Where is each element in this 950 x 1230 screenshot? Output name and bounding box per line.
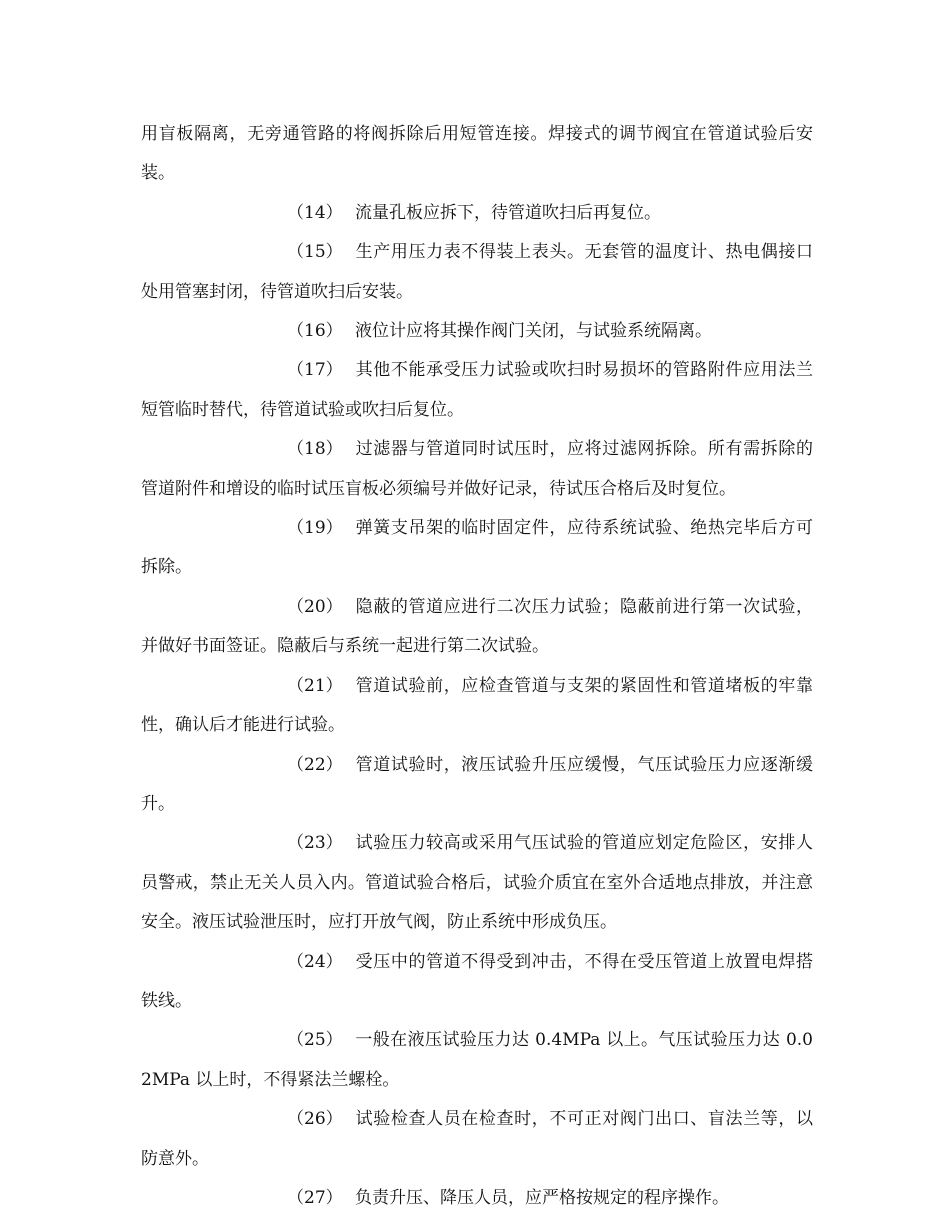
item-number: （14）	[287, 202, 343, 223]
item-number: （19）	[287, 518, 343, 539]
list-item	[141, 943, 813, 1022]
item-number: （15）	[287, 242, 343, 263]
list-item	[141, 233, 813, 312]
list-item	[141, 1179, 813, 1218]
item-text: 受压中的管道不得受到冲击，不得在受压管道上放置电焊搭铁线。	[141, 951, 813, 1011]
list-item	[141, 430, 813, 509]
document-body	[141, 115, 813, 1218]
item-text: 试验压力较高或采用气压试验的管道应划定危险区，安排人员警戒，禁止无关人员入内。管道试验合格后，试验介质宜在室外合适地点排放，并注意安全。液压试验泄压时，应打开放气阀，防止系统中形成负压。	[141, 833, 813, 933]
list-item	[141, 667, 813, 746]
item-number: （21）	[287, 675, 343, 696]
list-item	[141, 312, 813, 351]
item-text: 隐蔽的管道应进行二次压力试验；隐蔽前进行第一次试验，并做好书面签证。隐蔽后与系统一起进行第二次试验。	[141, 596, 813, 657]
item-text: 负责升压、降压人员，应严格按规定的程序操作。	[355, 1187, 729, 1208]
list-item	[141, 1021, 813, 1100]
item-number: （20）	[287, 596, 343, 617]
item-text: 弹簧支吊架的临时固定件，应待系统试验、绝热完毕后方可拆除。	[141, 518, 813, 578]
item-number: （18）	[287, 439, 343, 460]
item-text: 流量孔板应拆下，待管道吹扫后再复位。	[355, 202, 661, 223]
item-number: （25）	[287, 1030, 343, 1051]
list-item	[141, 588, 813, 667]
list-item	[141, 824, 813, 942]
item-number: （24）	[287, 951, 343, 972]
item-number: （16）	[287, 321, 343, 342]
item-text: 生产用压力表不得装上表头。无套管的温度计、热电偶接口处用管塞封闭，待管道吹扫后安装。	[141, 242, 813, 302]
item-number: （17）	[287, 360, 343, 381]
item-text: 液位计应将其操作阀门关闭，与试验系统隔离。	[355, 321, 712, 342]
item-number: （26）	[287, 1109, 343, 1130]
item-text: 试验检查人员在检查时，不可正对阀门出口、盲法兰等，以防意外。	[141, 1109, 813, 1169]
intro-paragraph: 用盲板隔离，无旁通管路的将阀拆除后用短管连接。焊接式的调节阀宜在管道试验后安装。	[141, 124, 813, 184]
item-number: （27）	[287, 1187, 343, 1208]
item-number: （22）	[287, 754, 343, 775]
item-text: 一般在液压试验压力达 0.4MPa 以上。气压试验压力达 0.02MPa 以上时，不得紧法兰螺栓。	[141, 1030, 813, 1090]
list-item	[141, 509, 813, 588]
item-text: 过滤器与管道同时试压时，应将过滤网拆除。所有需拆除的管道附件和增设的临时试压盲板必须编号并做好记录，待试压合格后及时复位。	[141, 439, 813, 499]
list-item	[141, 194, 813, 233]
item-text: 其他不能承受压力试验或吹扫时易损坏的管路附件应用法兰短管临时替代，待管道试验或吹扫后复位。	[141, 360, 813, 420]
list-item	[141, 1100, 813, 1179]
item-text: 管道试验时，液压试验升压应缓慢，气压试验压力应逐渐缓升。	[141, 754, 813, 814]
item-number: （23）	[287, 833, 343, 854]
list-item	[141, 351, 813, 430]
item-text: 管道试验前，应检查管道与支架的紧固性和管道堵板的牢靠性，确认后才能进行试验。	[141, 675, 813, 736]
list-item	[141, 746, 813, 825]
